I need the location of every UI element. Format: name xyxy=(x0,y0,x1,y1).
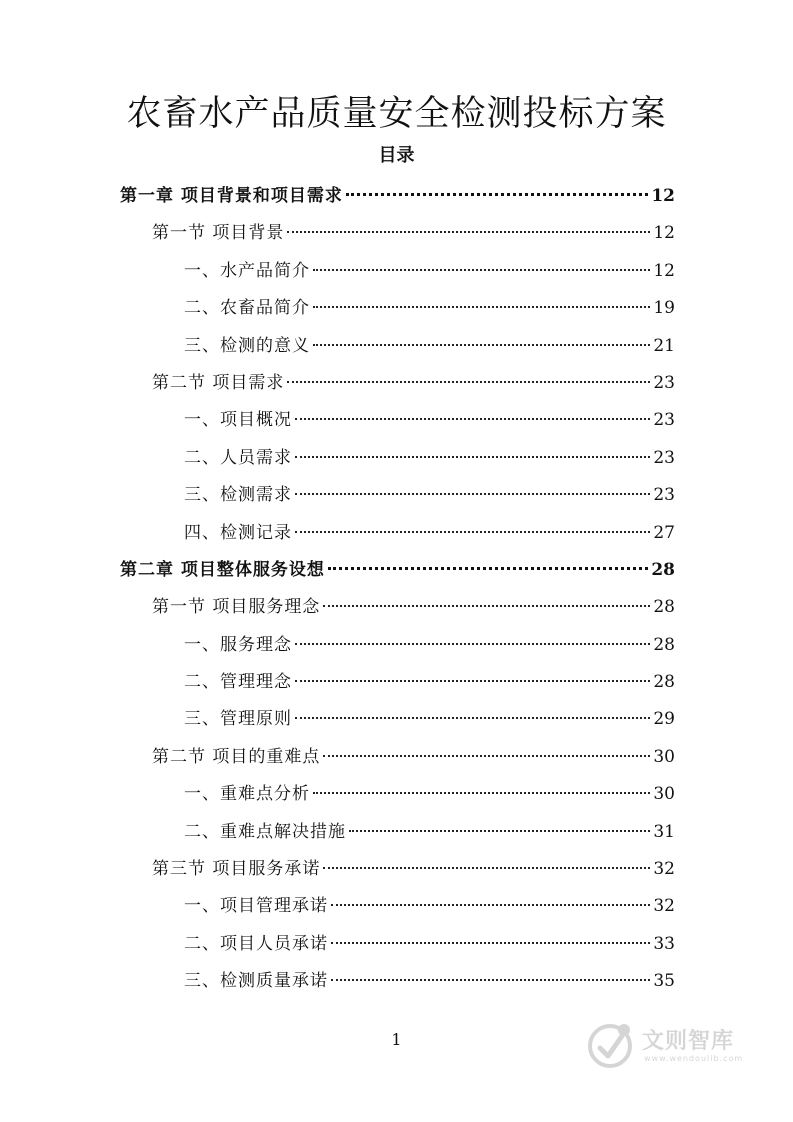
toc-entry-page: 35 xyxy=(653,971,675,992)
toc-subsection-entry[interactable] xyxy=(120,477,675,514)
toc-entry-page: 31 xyxy=(653,821,675,842)
toc-entry-page: 28 xyxy=(653,597,675,618)
toc-entry-page: 28 xyxy=(653,634,675,655)
toc-entry-page: 28 xyxy=(653,672,675,693)
toc-entry-label: 第二节 项目的重难点 xyxy=(152,746,321,767)
toc-subsection-entry[interactable] xyxy=(120,664,675,701)
toc-entry-label: 二、管理理念 xyxy=(184,672,292,693)
toc-entry-label: 一、重难点分析 xyxy=(184,784,310,805)
toc-subsection-entry[interactable] xyxy=(120,402,675,439)
toc-entry-page: 12 xyxy=(653,223,675,244)
toc-entry-label: 二、项目人员承诺 xyxy=(184,933,328,954)
toc-entry-page: 32 xyxy=(653,859,675,880)
toc-dot-leader xyxy=(287,381,650,383)
toc-entry-label: 第一章 项目背景和项目需求 xyxy=(120,186,343,206)
toc-dot-leader xyxy=(295,493,650,495)
toc-section-entry[interactable] xyxy=(120,365,675,402)
toc-entry-page: 32 xyxy=(653,896,675,917)
toc-section-entry[interactable] xyxy=(120,739,675,776)
toc-entry-page: 12 xyxy=(651,186,675,206)
toc-dot-leader xyxy=(323,867,650,869)
toc-subsection-entry[interactable] xyxy=(120,290,675,327)
watermark xyxy=(586,1018,756,1074)
wendou-logo-icon xyxy=(586,1018,638,1070)
toc-dot-leader xyxy=(346,193,648,196)
toc-dot-leader xyxy=(323,755,650,757)
toc-dot-leader xyxy=(295,680,650,682)
toc-entry-label: 第二节 项目需求 xyxy=(152,372,285,393)
toc-dot-leader xyxy=(295,456,650,458)
toc-entry-label: 三、检测的意义 xyxy=(184,335,310,356)
toc-entry-page: 30 xyxy=(653,784,675,805)
toc-heading: 目录 xyxy=(378,145,415,166)
toc-dot-leader xyxy=(328,567,648,570)
toc-dot-leader xyxy=(313,344,650,346)
toc-entry-page: 27 xyxy=(653,522,675,543)
toc-dot-leader xyxy=(313,792,650,794)
toc-entry-page: 23 xyxy=(653,372,675,393)
toc-subsection-entry[interactable] xyxy=(120,963,675,1000)
toc-dot-leader xyxy=(295,643,650,645)
toc-entry-label: 二、人员需求 xyxy=(184,447,292,468)
toc-entry-page: 29 xyxy=(653,709,675,730)
toc-subsection-entry[interactable] xyxy=(120,814,675,851)
table-of-contents xyxy=(120,178,675,1001)
toc-dot-leader xyxy=(349,830,650,832)
toc-dot-leader xyxy=(323,605,650,607)
toc-entry-label: 四、检测记录 xyxy=(184,522,292,543)
toc-entry-label: 三、检测需求 xyxy=(184,485,292,506)
toc-entry-page: 19 xyxy=(653,298,675,319)
toc-subsection-entry[interactable] xyxy=(120,701,675,738)
toc-subsection-entry[interactable] xyxy=(120,328,675,365)
toc-section-entry[interactable] xyxy=(120,589,675,626)
toc-entry-label: 第一节 项目服务理念 xyxy=(152,597,321,618)
toc-dot-leader xyxy=(331,904,650,906)
toc-entry-label: 一、水产品简介 xyxy=(184,260,310,281)
toc-entry-page: 30 xyxy=(653,746,675,767)
toc-entry-label: 三、管理原则 xyxy=(184,709,292,730)
toc-entry-page: 12 xyxy=(653,260,675,281)
watermark-url: www.wendoulib.com xyxy=(644,1054,744,1063)
toc-subsection-entry[interactable] xyxy=(120,253,675,290)
toc-subsection-entry[interactable] xyxy=(120,440,675,477)
toc-entry-label: 第三节 项目服务承诺 xyxy=(152,859,321,880)
toc-subsection-entry[interactable] xyxy=(120,888,675,925)
watermark-brand: 文则智库 xyxy=(642,1029,735,1054)
toc-subsection-entry[interactable] xyxy=(120,515,675,552)
toc-chapter-entry[interactable] xyxy=(120,178,675,215)
toc-dot-leader xyxy=(295,531,650,533)
toc-entry-page: 23 xyxy=(653,447,675,468)
toc-entry-label: 三、检测质量承诺 xyxy=(184,971,328,992)
toc-dot-leader xyxy=(295,418,650,420)
toc-chapter-entry[interactable] xyxy=(120,552,675,589)
toc-subsection-entry[interactable] xyxy=(120,627,675,664)
toc-section-entry[interactable] xyxy=(120,215,675,252)
toc-entry-page: 23 xyxy=(653,410,675,431)
page-number: 1 xyxy=(391,1030,402,1049)
toc-subsection-entry[interactable] xyxy=(120,926,675,963)
toc-dot-leader xyxy=(287,231,650,233)
toc-dot-leader xyxy=(331,942,650,944)
toc-entry-label: 第一节 项目背景 xyxy=(152,223,285,244)
toc-entry-page: 21 xyxy=(653,335,675,356)
toc-entry-label: 第二章 项目整体服务设想 xyxy=(120,559,325,580)
document-title: 农畜水产品质量安全检测投标方案 xyxy=(126,94,667,134)
toc-dot-leader xyxy=(331,979,650,981)
toc-entry-page: 33 xyxy=(653,933,675,954)
toc-dot-leader xyxy=(313,269,650,271)
toc-entry-page: 28 xyxy=(651,559,675,580)
toc-entry-page: 23 xyxy=(653,485,675,506)
toc-dot-leader xyxy=(313,306,650,308)
toc-entry-label: 一、服务理念 xyxy=(184,634,292,655)
toc-entry-label: 一、项目管理承诺 xyxy=(184,896,328,917)
toc-dot-leader xyxy=(295,717,650,719)
toc-subsection-entry[interactable] xyxy=(120,776,675,813)
toc-entry-label: 二、农畜品简介 xyxy=(184,298,310,319)
toc-section-entry[interactable] xyxy=(120,851,675,888)
toc-entry-label: 二、重难点解决措施 xyxy=(184,821,346,842)
toc-entry-label: 一、项目概况 xyxy=(184,410,292,431)
